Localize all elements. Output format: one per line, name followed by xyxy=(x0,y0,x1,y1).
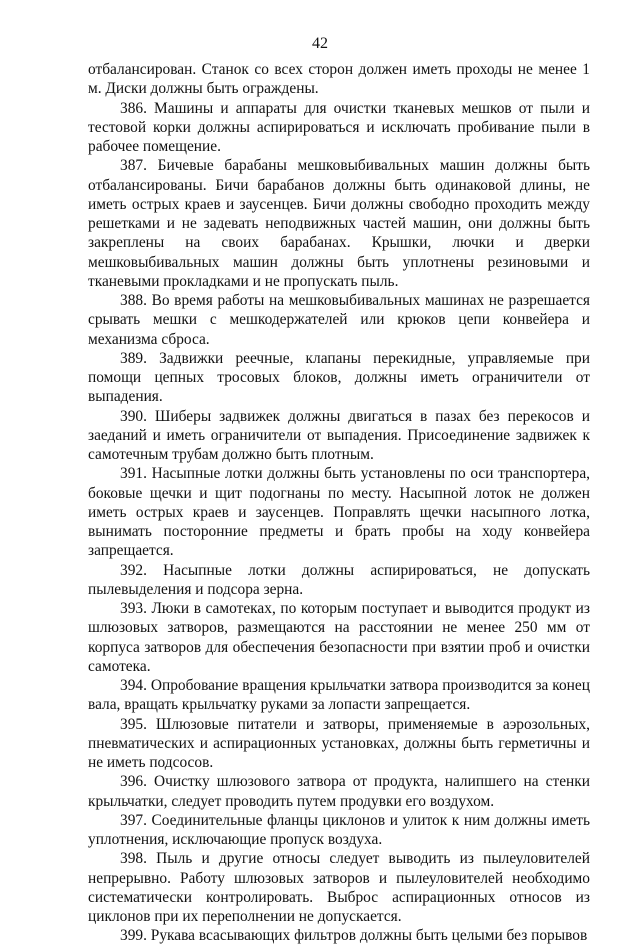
paragraph-387: 387. Бичевые барабаны мешковыбивальных машин должны быть отбалансированы. Бичи барабанов должны быть одинаковой длины, не иметь острых краев и заусенцев. Бичи должны свободно проходить между решетками и не задевать неподвижных частей машин, они должны быть закреплены на своих барабанах. Крышки, лючки и дверки мешковыбивальных машин должны быть уплотнены резиновыми и тканевыми прокладками и не пропускать пыль. xyxy=(88,157,590,290)
paragraph-392: 392. Насыпные лотки должны аспирироваться, не допускать пылевыделения и подсора зерна. xyxy=(88,561,590,598)
paragraph-399: 399. Рукава всасывающих фильтров должны быть целыми без порывов xyxy=(120,927,588,945)
paragraph-397: 397. Соединительные фланцы циклонов и улиток к ним должны иметь уплотнения, исключающие пропуск воздуха. xyxy=(88,811,590,848)
document-body xyxy=(88,60,590,946)
paragraph-391: 391. Насыпные лотки должны быть установлены по оси транспортера, боковые щечки и щит подогнаны по месту. Насыпной лоток не должен иметь острых краев и заусенцев. Поправлять щечки насыпного лотка, вынимать посторонние предметы и брать пробы на ходу конвейера запрещается. xyxy=(88,465,590,560)
paragraph-390: 390. Шиберы задвижек должны двигаться в пазах без перекосов и заеданий и иметь ограничители от выпадения. Присоединение задвижек к самотечным трубам должно быть плотным. xyxy=(88,407,590,463)
paragraph-393: 393. Люки в самотеках, по которым поступает и выводится продукт из шлюзовых затворов, размещаются на расстоянии не менее 250 мм от корпуса затворов для обеспечения безопасности при взятии проб и очистки самотека. xyxy=(88,600,590,675)
paragraph-396: 396. Очистку шлюзового затвора от продукта, налипшего на стенки крыльчатки, следует проводить путем продувки его воздухом. xyxy=(88,773,590,810)
paragraph-395: 395. Шлюзовые питатели и затворы, применяемые в аэрозольных, пневматических и аспирационных установках, должны быть герметичны и не иметь подсосов. xyxy=(88,715,590,771)
paragraph-394: 394. Опробование вращения крыльчатки затвора производится за конец вала, вращать крыльчатку руками за лопасти запрещается. xyxy=(88,677,590,714)
paragraph-continuation: отбалансирован. Станок со всех сторон должен иметь проходы не менее 1 м. Диски должны быть ограждены. xyxy=(88,61,590,98)
paragraph-388: 388. Во время работы на мешковыбивальных машинах не разрешается срывать мешки с мешкодержателей или крюков цепи конвейера и механизма сброса. xyxy=(88,292,590,348)
paragraph-386: 386. Машины и аппараты для очистки тканевых мешков от пыли и тестовой корки должны аспирироваться и исключать пробивание пыли в рабочее помещение. xyxy=(88,99,590,155)
page-number: 42 xyxy=(312,35,328,52)
paragraph-398: 398. Пыль и другие относы следует выводить из пылеуловителей непрерывно. Работу шлюзовых затворов и пылеуловителей необходимо систематически контролировать. Выброс аспирационных относов из циклонов при их переполнении не допускается. xyxy=(88,850,590,925)
paragraph-389: 389. Задвижки реечные, клапаны перекидные, управляемые при помощи цепных тросовых блоков, должны иметь ограничители от выпадения. xyxy=(88,349,590,406)
